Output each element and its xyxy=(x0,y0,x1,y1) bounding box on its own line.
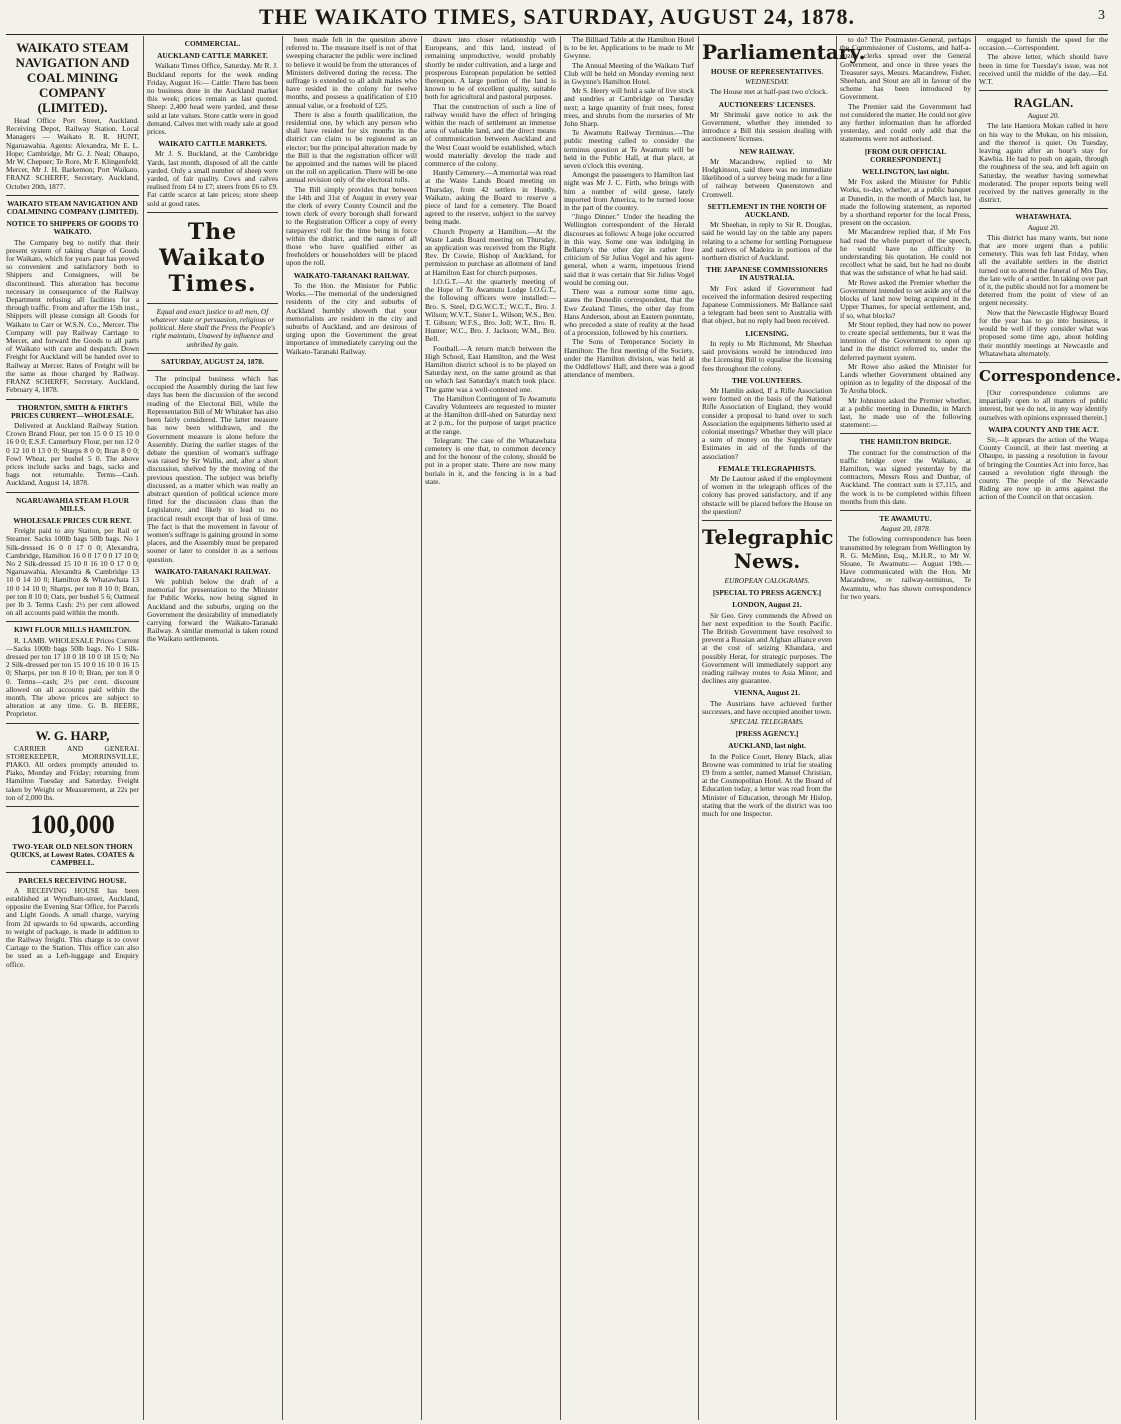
ad-title: WAIKATO STEAM NAVIGATION AND COAL MINING COMPANY (LIMITED). xyxy=(15,40,130,115)
divider xyxy=(979,208,1108,209)
divider xyxy=(6,492,139,493)
article-text: Mr Rowe asked the Premier whether the Government intended to set aside any of the blocks of land now being acquired in the Upper Thames, for special settlement, and, if so, what blocks? xyxy=(840,277,971,320)
dateline: LONDON, August 21. xyxy=(732,600,802,610)
article-text: Mr Rowe also asked the Minister for Lands whether Government obtained any opinion as to legality of the disposal of the Te Aroha block. xyxy=(840,361,971,396)
article-text: Mr Macandrew, replied to Mr Hodgkinson, said there was no immediate likelihood of a survey being made for a line of railway between Queenstown and Cromwell. xyxy=(702,156,832,199)
article-text: That the construction of such a line of railway would have the effect of bringing within the reach of settlement an immense area of valuable land, and the direct means of communication between Auckland and the West Coast would be established, which would materially develop the trade and commerce of the colony. xyxy=(425,101,556,169)
section-heading: [FROM OUR OFFICIAL CORRESPONDENT.] xyxy=(864,146,947,164)
column-district-news xyxy=(979,35,1121,1420)
divider xyxy=(6,806,139,807)
masthead-title: THE WAIKATO TIMES, SATURDAY, AUGUST 24, 1878. xyxy=(259,4,855,29)
day-heading: WEDNESDAY. xyxy=(745,77,789,87)
section-heading: NEW RAILWAY. xyxy=(739,146,795,156)
page-number: 3 xyxy=(1098,8,1106,23)
article-text: "Jingo Dinner." Under the heading the Wellington correspondent of the Herald discourses as follows: A huge joke occurred in this way. Some one was indulging in Bellamy's the other day in rather free criticism of Sir Julius Vogel and his agent-general, when a warm, impetuous friend said that it was certain that Sir Julius Vogel would be coming out. xyxy=(564,212,694,287)
paper-motto: Equal and exact justice to all men, Of whatever state or persuasion, religious or political. Here shall the Press the People's right maintain, Unawed by influence and unbribed by gain. xyxy=(149,306,276,349)
ad-heading: NOTICE TO SHIPPERS OF GOODS TO WAIKATO. xyxy=(6,219,139,237)
article-text: engaged to furnish the speed for the occasion.—Correspondent. xyxy=(979,35,1108,53)
article-text: Huntly Cemetery.—A memorial was read at the Waste Lands Board meeting on Thursday, from 42 settlers in Huntly, Waikato, asking the Board to reserve a piece of land for a cemetery. The Board agreed to the reserve, subject to the survey being made. xyxy=(425,168,556,227)
dateline: VIENNA, August 21. xyxy=(733,688,801,698)
editorial-text: been made felt in the question above referred to. The measure itself is not of that sweeping character the public were inclined to believe it would be from the utterances of Ministers delivered during the recess. The suffrage is extended to all adult males who have resided in the colony for twelve months, and possess a qualification of £10 annual value, or a freehold of £25. xyxy=(286,35,417,110)
agency-note: [PRESS AGENCY.] xyxy=(735,729,799,739)
article-text: to do? The Postmaster-General, perhaps the Commissioner of Customs, and half-a-dozen clerks spread over the General Government, and once in three years the Treasurer says, Messrs. Macandrew, Fisher, Sheehan, and Stout are all in favour of the scheme has been introduced by Government. xyxy=(840,35,971,102)
column-advertisements xyxy=(6,36,139,1420)
article-text: The Austrians have achieved further successes, and have occupied another town. xyxy=(702,698,832,716)
section-heading: THE HAMILTON BRIDGE. xyxy=(859,437,952,447)
ad-text: The Company beg to notify that their present system of taking charge of Goods for Waikato, which for years past has proved so convenient and satisfactory both to Shippers and Consignees, will be discontinued. This alteration has become necessary in consequence of the Railway Department refusing all facilities for a through traffic. From and after the 15th inst., Shippers will please consign all Goods for Waikato to Carr or W.S.N. Co., Mercer. The Company will pay Railway Carriage to Mercer, and forward the Goods to all parts of Waikato with care and despatch. Down Freight for Auckland will be handed over to Railway at Mercer. Rates of Freight will be the same as those charged by Railway. FRANZ SCHERFF, Secretary. Auckland, February 4, 1878. xyxy=(6,237,139,395)
ad-title: KIWI FLOUR MILLS HAMILTON. xyxy=(13,625,132,635)
ad-subtitle: TWO-YEAR OLD NELSON THORN QUICKS, at Lowest Rates. COATES & CAMPBELL. xyxy=(10,842,135,868)
ad-text: A RECEIVING HOUSE has been established at Wyndham-street, Auckland, opposite the Evening Star Office, for Parcels and Light Goods. A small charge, varying from 2d upwards to 6d upwards, according to weight of package, is made in addition to the Railway freight. This charge is to cover Cartage to the Station. This office can also be used as a Left-luggage and Enquiry office. xyxy=(6,885,139,969)
column-divider xyxy=(836,36,837,1420)
article-text: Now that the Newcastle Highway Board for the year has to go into business, it would be well if they consider what was proposed some time ago, about holding their monthly meetings at Newcastle and Whatawhata alternately. xyxy=(979,307,1108,358)
ad-title: THORNTON, SMITH & FIRTH'S PRICES CURRENT—WHOLESALE. xyxy=(11,402,134,420)
divider xyxy=(6,195,139,196)
paper-title: The Waikato Times. xyxy=(159,218,266,297)
column-news xyxy=(425,36,556,1420)
column-parliamentary xyxy=(702,36,866,1420)
ad-title: W. G. HARP, xyxy=(35,727,110,743)
article-text: There was a rumour some time ago, states the Dunedin correspondent, that the Ewe Zealand Times, the other day from Hans Anderson, about an Eastern potentate, who preceded a state of reality at the head of a procession, followed by his courtiers. xyxy=(564,287,694,338)
ad-big-number: 100,000 xyxy=(30,810,115,840)
section-heading: RAGLAN. xyxy=(1013,95,1074,111)
agency-note: [SPECIAL TO PRESS AGENCY.] xyxy=(712,588,822,598)
divider xyxy=(702,520,832,521)
section-heading: SETTLEMENT IN THE NORTH OF AUCKLAND. xyxy=(707,201,827,220)
column-divider xyxy=(421,36,422,1420)
divider xyxy=(6,872,139,873)
article-text: We publish below the draft of a memorial for presentation to the Minister for Public Works, now being signed in Auckland and the suburbs, urging on the Government the desirability of immediately carrying forward the Waikato-Taranaki Railway. A similar memorial is taken round the Waikato settlements. xyxy=(147,576,278,644)
column-divider xyxy=(282,36,283,1420)
ad-text: Delivered at Auckland Railway Station. Crown Brand Flour, per ton 15 0 0 15 10 0 16 0 0; E.S.F. Canterbury Flour, per ton 12 0 0 12 10 0 13 0 0; Sharps 8 0 0; Bran 8 0 0; Fowl Wheat, per bushel 5 0. The above prices include sacks and bags, sacks and bags not returnable. Terms—Cash. Auckland, August 14, 1878. xyxy=(6,420,139,488)
article-text: To the Hon. the Minister for Public Works.—The memorial of the undersigned residents of the city and suburbs of Auckland humbly showeth that your memorialists are resident in the city and suburbs of Auckland, and are desirous of urging upon the Government the great importance of immediately carrying out the Waikato-Taranaki Railway. xyxy=(286,280,417,356)
column-editorial xyxy=(286,36,417,1420)
section-subtitle: EUROPEAN CALOGRAMS. xyxy=(724,575,810,585)
section-heading: THE VOLUNTEERS. xyxy=(732,375,802,385)
article-text: The Annual Meeting of the Waikato Turf Club will be held on Monday evening next in Gwynne's Hamilton Hotel. xyxy=(564,60,694,87)
article-text: Mr De Lautour asked if the employment of women in the telegraph offices of the colony has proved satisfactory, and if any obstacle will be placed before the House on the question? xyxy=(702,473,832,516)
section-heading: AUCTIONEERS' LICENSES. xyxy=(718,99,816,109)
article-text: Sir,—It appears the action of the Waipa County Council, at their last meeting at Ohaupo, in passing a resolution in favour of bringing the Counties Act into force, has caused a revolution right through the county. The people of the Newcastle Riding are now up in arms against the action of the Council on that occasion. xyxy=(979,434,1108,502)
ad-text: CARRIER AND GENERAL STOREKEEPER, MORRINSVILLE, PIAKO. All orders promptly attended to. Piako, Monday and Friday; returning from Hamilton Tuesday and Saturday. Freight taken by Weight or Measurement, at 22s per ton of 2,000 lbs. xyxy=(6,743,139,802)
divider xyxy=(147,370,278,371)
divider xyxy=(840,510,971,511)
dateline: August 20, 1878. xyxy=(880,524,931,534)
dateline: WELLINGTON, last night. xyxy=(862,167,949,177)
article-text: This district has many wants, but none that are more urgent than a public cemetery. This was felt last Friday, when all the available settlers in the district turned out to attend the funeral of Mrs Day, the late wife of a settler. In taking over part of it, the public should not for a moment be deterred from the point of view of an urgent necessity. xyxy=(979,232,1108,308)
section-heading: AUCKLAND CATTLE MARKET. xyxy=(157,51,268,61)
article-text: Mr Fox asked the Minister for Public Works, to-day, whether, at a public banquet at Dunedin, in the month of March last, he made the following statement, as reported by a shorthand reporter for the local Press, present on the occasion. xyxy=(840,177,971,228)
dateline: AUCKLAND, last night. xyxy=(728,741,806,751)
article-text: Mr J. S. Buckland, at the Cambridge Yards, last month, disposed of all the cattle yarded. Only a small number of sheep were yarded, of fair quality. Cows and calves realised from £4 to £7; steers from £6 to £9. Fat cattle scarce at late prices; store sheep sold at good rates. xyxy=(147,149,278,208)
divider xyxy=(6,399,139,400)
article-text: drawn into closer relationship with Europeans, and this land, instead of remaining unproductive, would probably shortly be under cultivation, and a large and prosperous European population be settled thereupon. A large portion of the land is known to be of excellent quality, suitable both for agricultural and pastoral purposes. xyxy=(425,35,556,102)
column-divider xyxy=(975,36,976,1420)
section-heading: WAIKATO-TARANAKI RAILWAY. xyxy=(154,566,271,576)
ad-title: PARCELS RECEIVING HOUSE. xyxy=(18,875,127,885)
divider xyxy=(147,303,278,304)
editorial-text: The Bill simply provides that between the 14th and 31st of August in every year the clerk of every County Council and the town clerk of every borough shall forward to the Registration Officer a copy of every ratepayers' roll for the time being in force within the district, and the names of all those who have qualified either as freeholders or householders will be placed upon the roll. xyxy=(286,184,417,268)
telegraphic-title: Telegraphic News. xyxy=(702,524,834,573)
column-commercial xyxy=(147,36,278,1420)
article-text: The House met at half-past two o'clock. xyxy=(710,87,828,97)
article-text: The late Hamiora Mokan called in here on his way to the Mokau, on his mission, and the thereof is quiet. On Tuesday, leaving again after an hour's stay for Kawhia. He had to push on again, through the roughness of the sea, and left again on Saturday, the weather having somewhat moderated. The proper reports being well received by the natives generally in the district. xyxy=(979,121,1108,205)
ad-text: Freight paid to any Station, per Rail or Steamer. Sacks 100lb bags 50lb bags. No 1 Silk-dressed 16 0 0 17 0 0; Alexandra, Cambridge, Hamilton 16 0 0 17 0 0 17 10 0; No 2 Silk-dressed 15 10 0 16 10 0 17 0 0; Ngaruawahia, Alexandra & Cambridge 13 10 0 14 10 0; Hamilton & Whatawhata 13 10 0 14 10 0; Sharps, per ton 8 10 0; Bran, per ton 8 10 0; Oats, per bushel 5 6; Oatmeal per lb 3. Terms Cash: 2½ per cent allowed on all accounts paid within the month. xyxy=(6,526,139,618)
article-text: Amongst the passengers to Hamilton last night was Mr J. C. Firth, who brings with him a number of wild geese, lately imported from America, to be turned loose in the part of the country. xyxy=(564,170,694,213)
article-text: Waikato Times Office, Saturday. Mr R. J. Buckland reports for the week ending Friday, August 16:— Cattle: There has been no business done in the Auckland market this week; prices remain as last quoted. Sheep: 2,400 head were yarded, and these sold at late values. Store cattle were in good demand. Calves met with ready sale at good prices. xyxy=(147,61,278,137)
article-text: Mr Hamlin asked, If a Rifle Association were formed on the basis of the National Rifle Association of England, they would consider a proposal to hand over to such Association the equipments hitherto used at colonial meetings? Whether they will place a sum of money on the Supplementary Estimates in aid of the funds of the association? xyxy=(702,385,832,461)
divider xyxy=(979,90,1108,91)
section-heading: WHATAWHATA. xyxy=(1015,212,1072,222)
section-heading: THE JAPANESE COMMISSIONERS IN AUSTRALIA. xyxy=(706,265,828,283)
editorial-text: The principal business which has occupied the Assembly during the last few days has been the discussion of the second reading of the Electoral Bill, while the Representation Bill of Mr Whitaker has also been fairly considered. The latter measure has now been withdrawn, and the Government measure is alone before the Assembly. During the earlier stages of the debate the question of woman's suffrage was raised by Sir Wallis, and, after a short discussion, shelved by the moving of the previous question. The subject was briefly discussed, as a matter which was really an abstract question of political science more fitted for the discussion class than the Legislature, and likely to lead to no practical result except that of loss of time. The fact is that the movement in favour of women's suffrage is gaining ground in some places, and the Assembly must be prepared sooner or later to consider it as a serious question. xyxy=(147,374,278,564)
correspondence-title: Correspondence. xyxy=(979,366,1121,385)
divider xyxy=(147,212,278,213)
article-text: Mr Sheehan, in reply to Sir R. Douglas, said he would lay on the table any papers relating to a scheme for settling Portuguese and natives of Madeira in portions of the northern district of Auckland. xyxy=(702,220,832,263)
dateline: August 20. xyxy=(1027,111,1060,121)
column-divider xyxy=(698,36,699,1420)
section-heading: HOUSE OF REPRESENTATIVES. xyxy=(710,67,824,76)
article-text: [Our correspondence columns are impartially open to all matters of public interest, but we do not, in any way identify ourselves with opinions expressed therein.] xyxy=(979,387,1108,422)
section-heading: COMMERCIAL. xyxy=(184,39,241,48)
masthead xyxy=(0,4,1114,34)
column-parliamentary-cont xyxy=(840,36,971,1420)
ad-title: NGARUAWAHIA STEAM FLOUR MILLS. xyxy=(16,495,129,513)
article-text: The Hamilton Contingent of Te Awamutu Cavalry Volunteers are requested to muster at the Hamilton drill-shed on Saturday next at 2 p.m., for the purpose of target practice at the range. xyxy=(425,393,556,436)
divider xyxy=(840,433,971,434)
article-text: In reply to Mr Richmond, Mr Sheehan said provisions would be introduced into the Licensing Bill to equalise the licensing fees throughout the colony. xyxy=(702,338,832,373)
section-heading: TE AWAMUTU. xyxy=(879,513,932,523)
column-local-news xyxy=(564,36,694,1420)
article-text: Sir Geo. Grey commends the Afreed on her next expedition to the South Pacific. The British Government have resolved to prevent a Russian and Afghan alliance even at the cost of seizing Khandara, and possibly Herat, for strategic purposes. The Government will immediately support any reading railway routes to Asia Minor, and declines any guarantee. xyxy=(702,610,832,686)
article-text: Mr Shrimski gave notice to ask the Government, whether they intended to introduce a Bill this session dealing with auctioneers' licenses. xyxy=(702,109,832,144)
section-heading: FEMALE TELEGRAPHISTS. xyxy=(718,463,816,473)
article-text: The above letter, which should have been in time for Tuesday's issue, was not received until the middle of the day.—Ed. W.T. xyxy=(979,52,1108,87)
section-heading: LICENSING. xyxy=(745,328,789,338)
article-text: Mr Johnston asked the Premier whether, at a public meeting in Dunedin, in March last, he made use of the following statement:— xyxy=(840,395,971,430)
ad-subtitle: WHOLESALE PRICES CUR RENT. xyxy=(13,515,132,525)
article-text: The contract for the construction of the traffic bridge over the Waikato, at Hamilton, was signed yesterday by the contractors, Messrs Ross and Dunbar, of Auckland. The contract sum is £7,115, and the work is to be completed within fifteen months from this date. xyxy=(840,447,971,506)
column-divider xyxy=(143,36,144,1420)
article-text: Mr Stout replied, they had now no power to create special settlements, but it was the intention of the Government to open up land in the district referred to, under the deferred payment system. xyxy=(840,319,971,362)
column-divider xyxy=(560,36,561,1420)
ad-text: R. LAMB. WHOLESALE Prices Current—Sacks 100lb bags 50lb bags. No 1 Silk-dressed per ton 17 10 0 18 10 0 18 15 0; No 2 Silk-dressed per ton 15 10 0 16 10 0 16 15 0; Sharps, per ton 8 10 0; Bran, per ton 8 0 0. Terms—cash; 2½ per cent. discount allowed on all accounts paid within the month. The above prices are subject to alteration at any time. G. B. BEERE, Proprietor. xyxy=(6,635,139,719)
article-text: Te Awamutu Railway Terminus.—The public meeting called to consider the terminus question at Te Awamutu will be held in the Public Hall, at that place, at seven o'clock this evening. xyxy=(564,128,694,171)
divider xyxy=(147,353,278,354)
editorial-text: There is also a fourth qualification, the residential one, by which any person who shall have resided for six months in the district can claim to be registered as an elector; but the principal alteration made by the Bill is that the registration officer will be appointed and the names will be placed on the roll on application. There will be one annual revision only of the electoral rolls. xyxy=(286,109,417,185)
parliamentary-title: Parliamentary. xyxy=(702,40,866,64)
article-text: I.O.G.T.—At the quarterly meeting of the Hope of Te Awamutu Lodge I.O.G.T., the following officers were installed:— Bro. S. Steel, D.G.W.C.T.; W.C.T., Bro. J. Wilson; W.V.T., Sister L. Wilson; W.S., Bro. T. Gibson; W.F.S., Bro. Joll; W.T., Bro. R. Hunter; W.C., Bro. J. Jackson; W.M., Bro. Bell. xyxy=(425,276,557,344)
article-text: Football.—A return match between the High School, East Hamilton, and the West Hamilton district school is to be played on Saturday next, on the same ground as that on which last Saturday's match took place. The game was a well-contested one. xyxy=(425,343,556,394)
ad-title: WAIKATO STEAM NAVIGATION AND COALMINING COMPANY (LIMITED). xyxy=(6,198,139,217)
article-text: Telegram: The case of the Whatawhata cemetery is one that, to common decency and for the honour of the colony, should be put in a proper state. There are now many burials in it, and the fencing is in a bad state. xyxy=(425,435,556,486)
section-subtitle: SPECIAL TELEGRAMS. xyxy=(730,717,804,726)
article-text: The Premier said the Government had not considered the matter. He could not give any further information than he afforded yesterday, and could only add that the statements were not authorised. xyxy=(840,101,971,144)
article-text: Mr Fox asked if Government had received the information desired respecting Japanese Commissioners. Mr Ballance said a telegram had been sent to Australia with that object, but no reply had been received. xyxy=(702,283,832,326)
dateline: August 20. xyxy=(1027,222,1060,232)
issue-date: SATURDAY, AUGUST 24, 1878. xyxy=(161,356,264,366)
article-text: The following correspondence has been transmitted by telegram from Wellington by R. G. McMinn, Esq., M.H.R., to Mr W. Sloane, Te Awamutu:— August 19th.—Have communicated with the Hon. Mr Macandrew, re railway-terminus, Te Awamutu, who has shown correspondence for two years. xyxy=(840,534,971,601)
article-text: Church Property at Hamilton.—At the Waste Lands Board meeting on Thursday, an application was received from the Right Rev. Dr Cowie, Bishop of Auckland, for permission to purchase an allotment of land at Hamilton East for church purposes. xyxy=(425,226,556,277)
article-text: Mr Macandrew replied that, if Mr Fox had read the whole purport of the speech, he would have no difficulty in understanding his quotation. He could not recollect what he said, but he had no doubt that was the substance of what he had said. xyxy=(840,227,971,278)
article-text: In the Police Court, Henry Black, alias Browne was committed to trial for stealing £9 from a settler, named Manuel Christian, at the Cosmopolitan Hotel. At the Board of Education today, a letter was read from the Minister of Education, through Mr Hislop, stating that the work of the district was too much for one Inspector. xyxy=(702,751,832,819)
divider xyxy=(979,362,1108,363)
divider xyxy=(6,723,139,724)
article-text: The Sons of Temperance Society in Hamilton: The first meeting of the Society, under the Hamilton division, was held at the Oddfellows' Hall, and there was a good attendance of members. xyxy=(564,337,694,380)
article-text: Mr S. Heery will hold a sale of live stock and sundries at Cambridge on Tuesday next; a large quantity of fruit trees, forest trees, and shrubs from the nurseries of Mr John Sharp. xyxy=(564,86,694,129)
section-heading: WAIPA COUNTY AND THE ACT. xyxy=(988,424,1099,434)
section-heading: WAIKATO-TARANAKI RAILWAY. xyxy=(293,270,410,280)
divider xyxy=(6,621,139,622)
article-text: The Billiard Table at the Hamilton Hotel is to be let. Applications to be made to Mr Gwynne. xyxy=(564,35,694,61)
ad-text: Head Office Port Street, Auckland. Receiving Depot, Railway Station. Local Managers — Waikato R. R. HUNT, Ngaruawahia. Agents: Alexandra, Mr E. L. Hope; Cambridge, Mr G. J. Neal; Ohaupo, Mr W. Chepoer; Te Rore, Mr F. Klingenfeld; Mercer, Mr J. H. Barkemon; Port Waikato. FRANZ SCHERFF, Secretary. Auckland, October 20th, 1877. xyxy=(6,116,139,191)
section-heading: WAIKATO CATTLE MARKETS. xyxy=(158,139,267,149)
